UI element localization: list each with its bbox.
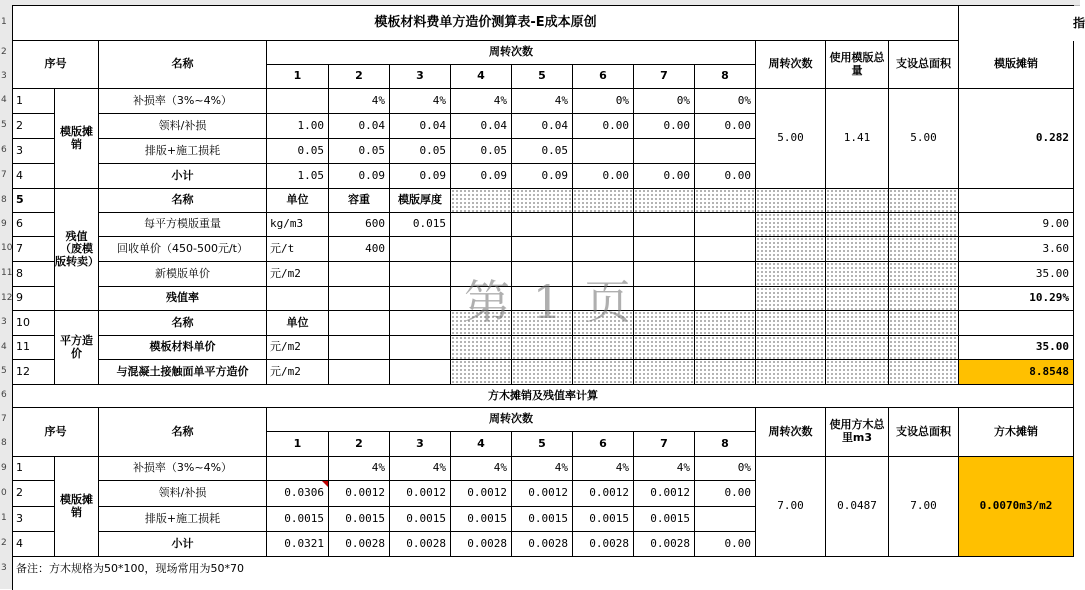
turnover-value[interactable] (267, 89, 329, 114)
turnover-value[interactable]: 0.0012 (329, 481, 390, 507)
header-amortization[interactable]: 模版摊销 (959, 41, 1074, 89)
unit-cell[interactable]: 单位 (267, 311, 329, 336)
unit-price-value[interactable] (959, 311, 1074, 336)
row-name[interactable]: 名称 (99, 311, 267, 336)
turnover-value[interactable] (695, 507, 756, 532)
header-area-total[interactable]: 支设总面积 (889, 41, 959, 89)
shaded-cell[interactable] (634, 189, 695, 213)
row-name[interactable]: 每平方模版重量 (99, 213, 267, 237)
turnover-col-header[interactable]: 8 (695, 65, 756, 89)
shaded-cell[interactable] (573, 287, 634, 311)
unit-price-value[interactable]: 35.00 (959, 336, 1074, 360)
row-number[interactable]: 8 (1, 194, 7, 205)
shaded-cell[interactable] (695, 237, 756, 262)
turnover-value[interactable]: 0.0321 (267, 532, 329, 557)
turnover-value[interactable]: 0.0028 (329, 532, 390, 557)
shaded-cell[interactable] (634, 237, 695, 262)
row-no[interactable]: 2 (13, 114, 55, 139)
row-no[interactable]: 2 (13, 481, 55, 507)
group-label-residual[interactable]: 残值（废模版转卖） (55, 189, 99, 311)
turnover-value[interactable]: 0.00 (573, 164, 634, 189)
shaded-cell[interactable] (695, 213, 756, 237)
row-number[interactable]: 5 (1, 120, 7, 130)
row-name[interactable]: 小计 (99, 164, 267, 189)
row-name[interactable]: 补损率（3%~4%） (99, 457, 267, 481)
shaded-cell[interactable] (573, 360, 634, 385)
shaded-cell[interactable] (756, 360, 826, 385)
row-number[interactable]: 3 (1, 317, 7, 327)
turnover-col-header[interactable]: 4 (451, 65, 512, 89)
turnover-value[interactable]: 0.00 (634, 114, 695, 139)
row-no[interactable]: 8 (13, 262, 55, 287)
empty-cell[interactable] (329, 336, 390, 360)
turnover-value[interactable] (267, 457, 329, 481)
shaded-cell[interactable] (634, 311, 695, 336)
header-seq[interactable]: 序号 (13, 41, 99, 89)
turnover-value[interactable]: 0.0015 (267, 507, 329, 532)
turnover-col-header[interactable]: 2 (329, 432, 390, 457)
shaded-cell[interactable] (826, 189, 889, 213)
shaded-cell[interactable] (512, 213, 573, 237)
shaded-cell[interactable] (695, 262, 756, 287)
row-no[interactable]: 4 (13, 164, 55, 189)
unit-price-value[interactable]: 8.8548 (959, 360, 1074, 385)
turnover-value[interactable]: 4% (512, 457, 573, 481)
overflow-cell-text: 指 (1073, 16, 1085, 30)
group-label-amortization[interactable]: 模版摊销 (55, 457, 99, 557)
turnover-value[interactable]: 4% (329, 457, 390, 481)
turnover-col-header[interactable]: 4 (451, 432, 512, 457)
shaded-cell[interactable] (826, 311, 889, 336)
shaded-cell[interactable] (512, 360, 573, 385)
shaded-cell[interactable] (634, 336, 695, 360)
turnover-value[interactable]: 0.05 (329, 139, 390, 164)
turnover-value[interactable]: 0.04 (512, 114, 573, 139)
row-no[interactable]: 5 (13, 189, 55, 213)
density-cell[interactable]: 400 (329, 237, 390, 262)
row-number[interactable]: 1 (1, 17, 7, 27)
shaded-cell[interactable] (573, 189, 634, 213)
turnover-value[interactable] (573, 139, 634, 164)
turnover-value[interactable]: 0.0015 (512, 507, 573, 532)
shaded-cell[interactable] (573, 213, 634, 237)
header-area-total[interactable]: 支设总面积 (889, 408, 959, 457)
residual-value[interactable]: 35.00 (959, 262, 1074, 287)
turnover-value[interactable]: 0.00 (573, 114, 634, 139)
unit-cell[interactable]: 单位 (267, 189, 329, 213)
shaded-cell[interactable] (826, 360, 889, 385)
shaded-cell[interactable] (695, 311, 756, 336)
turnover-value[interactable]: 0.0028 (512, 532, 573, 557)
turnover-value[interactable]: 4% (390, 89, 451, 114)
shaded-cell[interactable] (889, 189, 959, 213)
thickness-cell[interactable] (390, 262, 451, 287)
shaded-cell[interactable] (634, 213, 695, 237)
row-number[interactable]: 7 (1, 413, 7, 424)
turnover-value[interactable]: 0.09 (390, 164, 451, 189)
turnover-value[interactable]: 0.0028 (634, 532, 695, 557)
turnover-value[interactable]: 0.0012 (634, 481, 695, 507)
row-number[interactable]: 2 (1, 46, 7, 57)
shaded-cell[interactable] (889, 360, 959, 385)
row-name[interactable]: 新模版单价 (99, 262, 267, 287)
shaded-cell[interactable] (573, 311, 634, 336)
header-turnover[interactable]: 周转次数 (267, 408, 756, 432)
turnover-value[interactable]: 0.09 (512, 164, 573, 189)
turnover-value[interactable] (695, 139, 756, 164)
turnover-value[interactable]: 0.04 (329, 114, 390, 139)
turnover-col-header[interactable]: 1 (267, 432, 329, 457)
turnover-value[interactable]: 0.05 (512, 139, 573, 164)
row-number[interactable]: 8 (1, 438, 7, 448)
shaded-cell[interactable] (826, 213, 889, 237)
turnover-col-header[interactable]: 6 (573, 65, 634, 89)
turnover-value[interactable]: 0.0012 (451, 481, 512, 507)
unit-cell[interactable]: 元/m2 (267, 262, 329, 287)
shaded-cell[interactable] (512, 336, 573, 360)
row-no[interactable]: 3 (13, 507, 55, 532)
row-name[interactable]: 补损率（3%~4%） (99, 89, 267, 114)
note-row[interactable]: 备注：方木规格为50*100，现场常用为50*70 (16, 562, 244, 576)
row-number[interactable]: 11 (1, 268, 13, 278)
row-name[interactable]: 排版+施工损耗 (99, 139, 267, 164)
empty-cell[interactable] (390, 336, 451, 360)
shaded-cell[interactable] (826, 287, 889, 311)
empty-cell[interactable] (329, 311, 390, 336)
residual-value[interactable]: 9.00 (959, 213, 1074, 237)
turnover-value[interactable]: 0.0012 (390, 481, 451, 507)
row-name[interactable]: 名称 (99, 189, 267, 213)
turnover-col-header[interactable]: 5 (512, 65, 573, 89)
row-number[interactable]: 4 (1, 341, 7, 352)
turnover-value[interactable]: 0% (695, 457, 756, 481)
turnover-value[interactable]: 0% (573, 89, 634, 114)
row-number[interactable]: 9 (1, 462, 7, 473)
turnover-value[interactable]: 0.00 (695, 532, 756, 557)
shaded-cell[interactable] (573, 262, 634, 287)
row-name[interactable]: 与混凝土接触面单平方造价 (99, 360, 267, 385)
empty-cell[interactable] (329, 360, 390, 385)
shaded-cell[interactable] (451, 360, 512, 385)
row-no[interactable]: 6 (13, 213, 55, 237)
row-name[interactable]: 模板材料单价 (99, 336, 267, 360)
turnover-value[interactable]: 0.0015 (329, 507, 390, 532)
shaded-cell[interactable] (889, 336, 959, 360)
shaded-cell[interactable] (512, 311, 573, 336)
shaded-cell[interactable] (889, 213, 959, 237)
turnover-value[interactable]: 0.0028 (573, 532, 634, 557)
shaded-cell[interactable] (756, 237, 826, 262)
turnover-value[interactable]: 1.00 (267, 114, 329, 139)
turnover-value[interactable]: 0% (634, 89, 695, 114)
group-label-amortization[interactable]: 模版摊销 (55, 89, 99, 189)
row-name[interactable]: 排版+施工损耗 (99, 507, 267, 532)
turnover-col-header[interactable]: 2 (329, 65, 390, 89)
header-turnover[interactable]: 周转次数 (267, 41, 756, 65)
shaded-cell[interactable] (451, 311, 512, 336)
turn-count-value[interactable]: 7.00 (756, 457, 826, 557)
turnover-value[interactable]: 4% (573, 457, 634, 481)
row-no[interactable]: 9 (13, 287, 55, 311)
header-name[interactable]: 名称 (99, 41, 267, 89)
shaded-cell[interactable] (695, 189, 756, 213)
turnover-value[interactable]: 0.00 (695, 114, 756, 139)
header-used-total[interactable]: 使用方木总里m3 (826, 408, 889, 457)
density-cell[interactable]: 容重 (329, 189, 390, 213)
header-turn-count[interactable]: 周转次数 (756, 408, 826, 457)
row-number[interactable]: 1 (1, 513, 7, 523)
row-name[interactable]: 领料/补损 (99, 481, 267, 507)
unit-cell[interactable]: kg/m3 (267, 213, 329, 237)
turnover-value[interactable]: 0.00 (695, 164, 756, 189)
row-number[interactable]: 4 (1, 95, 7, 105)
used-total-value[interactable]: 1.41 (826, 89, 889, 189)
turnover-value[interactable]: 0.05 (390, 139, 451, 164)
shaded-cell[interactable] (451, 262, 512, 287)
row-number[interactable]: 5 (1, 366, 7, 376)
turnover-value[interactable]: 0.09 (329, 164, 390, 189)
shaded-cell[interactable] (451, 287, 512, 311)
row-number[interactable]: 7 (1, 170, 7, 180)
turnover-value[interactable]: 4% (451, 89, 512, 114)
amortization-value[interactable]: 0.0070m3/m2 (959, 457, 1074, 557)
header-amortization[interactable]: 方木摊销 (959, 408, 1074, 457)
turnover-value[interactable]: 0.00 (634, 164, 695, 189)
sheet-title[interactable]: 模板材料费单方造价测算表-E成本原创 (13, 6, 959, 41)
unit-cell[interactable] (267, 287, 329, 311)
turn-count-value[interactable]: 5.00 (756, 89, 826, 189)
turnover-value[interactable]: 0.0015 (390, 507, 451, 532)
residual-value[interactable] (959, 189, 1074, 213)
turnover-col-header[interactable]: 3 (390, 65, 451, 89)
shaded-cell[interactable] (756, 189, 826, 213)
shaded-cell[interactable] (826, 336, 889, 360)
shaded-cell[interactable] (634, 360, 695, 385)
shaded-cell[interactable] (573, 237, 634, 262)
turnover-value[interactable]: 4% (329, 89, 390, 114)
turnover-value[interactable]: 4% (634, 457, 695, 481)
turnover-value[interactable]: 0.05 (451, 139, 512, 164)
turnover-col-header[interactable]: 1 (267, 65, 329, 89)
turnover-value[interactable]: 0.0015 (634, 507, 695, 532)
shaded-cell[interactable] (889, 262, 959, 287)
turnover-col-header[interactable]: 5 (512, 432, 573, 457)
shaded-cell[interactable] (695, 360, 756, 385)
shaded-cell[interactable] (451, 237, 512, 262)
unit-cell[interactable]: 元/m2 (267, 360, 329, 385)
row-number[interactable]: 12 (1, 292, 13, 303)
shaded-cell[interactable] (889, 237, 959, 262)
row-no[interactable]: 3 (13, 139, 55, 164)
turnover-value[interactable]: 1.05 (267, 164, 329, 189)
density-cell[interactable]: 600 (329, 213, 390, 237)
row-name[interactable]: 回收单价（450-500元/t） (99, 237, 267, 262)
shaded-cell[interactable] (826, 237, 889, 262)
unit-cell[interactable]: 元/t (267, 237, 329, 262)
shaded-cell[interactable] (756, 311, 826, 336)
amortization-value[interactable]: 0.282 (959, 89, 1074, 189)
shaded-cell[interactable] (634, 262, 695, 287)
turnover-col-header[interactable]: 6 (573, 432, 634, 457)
shaded-cell[interactable] (756, 213, 826, 237)
row-number[interactable]: 3 (1, 70, 7, 81)
section-title[interactable]: 方木摊销及残值率计算 (13, 385, 1074, 408)
row-number[interactable]: 3 (1, 563, 7, 573)
row-number[interactable]: 6 (1, 145, 7, 155)
row-no[interactable]: 1 (13, 457, 55, 481)
shaded-cell[interactable] (573, 336, 634, 360)
residual-value[interactable]: 3.60 (959, 237, 1074, 262)
row-number[interactable]: 2 (1, 538, 7, 548)
header-used-total[interactable]: 使用模版总量 (826, 41, 889, 89)
turnover-value[interactable]: 0.04 (451, 114, 512, 139)
shaded-cell[interactable] (889, 287, 959, 311)
turnover-value[interactable]: 0.05 (267, 139, 329, 164)
turnover-value[interactable]: 0.0012 (512, 481, 573, 507)
shaded-cell[interactable] (695, 287, 756, 311)
shaded-cell[interactable] (512, 287, 573, 311)
shaded-cell[interactable] (889, 311, 959, 336)
turnover-col-header[interactable]: 3 (390, 432, 451, 457)
density-cell[interactable] (329, 287, 390, 311)
row-name[interactable]: 残值率 (99, 287, 267, 311)
turnover-col-header[interactable]: 7 (634, 432, 695, 457)
turnover-value[interactable]: 0.0015 (573, 507, 634, 532)
shaded-cell[interactable] (756, 287, 826, 311)
group-label-unit-price[interactable]: 平方造价 (55, 311, 99, 385)
row-no[interactable]: 12 (13, 360, 55, 385)
row-no[interactable]: 4 (13, 532, 55, 557)
shaded-cell[interactable] (634, 287, 695, 311)
turnover-value[interactable]: 0.0028 (451, 532, 512, 557)
area-total-value[interactable]: 7.00 (889, 457, 959, 557)
density-cell[interactable] (329, 262, 390, 287)
turnover-value[interactable] (634, 139, 695, 164)
shaded-cell[interactable] (512, 237, 573, 262)
shaded-cell[interactable] (512, 189, 573, 213)
turnover-col-header[interactable]: 8 (695, 432, 756, 457)
turnover-value[interactable]: 0.04 (390, 114, 451, 139)
shaded-cell[interactable] (451, 213, 512, 237)
header-name[interactable]: 名称 (99, 408, 267, 457)
empty-cell[interactable] (390, 360, 451, 385)
row-number[interactable]: 10 (1, 243, 13, 253)
turnover-value[interactable]: 0.09 (451, 164, 512, 189)
row-no[interactable]: 7 (13, 237, 55, 262)
shaded-cell[interactable] (451, 336, 512, 360)
row-no[interactable]: 11 (13, 336, 55, 360)
spreadsheet-grid[interactable] (12, 5, 1074, 590)
thickness-cell[interactable] (390, 287, 451, 311)
area-total-value[interactable]: 5.00 (889, 89, 959, 189)
turnover-value[interactable]: 0.0028 (390, 532, 451, 557)
row-name[interactable]: 小计 (99, 532, 267, 557)
empty-cell[interactable] (390, 311, 451, 336)
row-no[interactable]: 1 (13, 89, 55, 114)
row-no[interactable]: 10 (13, 311, 55, 336)
header-seq[interactable]: 序号 (13, 408, 99, 457)
turnover-value[interactable]: 0% (695, 89, 756, 114)
row-number[interactable]: 0 (1, 487, 7, 498)
turnover-value[interactable]: 0.0012 (573, 481, 634, 507)
turnover-value[interactable]: 4% (512, 89, 573, 114)
page-watermark: 第 1 页 (464, 275, 635, 329)
shaded-cell[interactable] (756, 336, 826, 360)
turnover-col-header[interactable]: 7 (634, 65, 695, 89)
thickness-cell[interactable]: 0.015 (390, 213, 451, 237)
shaded-cell[interactable] (826, 262, 889, 287)
header-turn-count[interactable]: 周转次数 (756, 41, 826, 89)
row-name[interactable]: 领料/补损 (99, 114, 267, 139)
shaded-cell[interactable] (512, 262, 573, 287)
row-number[interactable]: 6 (1, 390, 7, 400)
residual-value[interactable]: 10.29% (959, 287, 1074, 311)
thickness-cell[interactable] (390, 237, 451, 262)
shaded-cell[interactable] (695, 336, 756, 360)
shaded-cell[interactable] (451, 189, 512, 213)
turnover-value[interactable]: 4% (451, 457, 512, 481)
unit-cell[interactable]: 元/m2 (267, 336, 329, 360)
turnover-value[interactable]: 4% (390, 457, 451, 481)
turnover-value[interactable]: 0.00 (695, 481, 756, 507)
turnover-value[interactable]: 0.0015 (451, 507, 512, 532)
shaded-cell[interactable] (756, 262, 826, 287)
thickness-cell[interactable]: 模版厚度 (390, 189, 451, 213)
used-total-value[interactable]: 0.0487 (826, 457, 889, 557)
row-number[interactable]: 9 (1, 218, 7, 229)
turnover-value[interactable]: 0.0306 (267, 481, 329, 507)
